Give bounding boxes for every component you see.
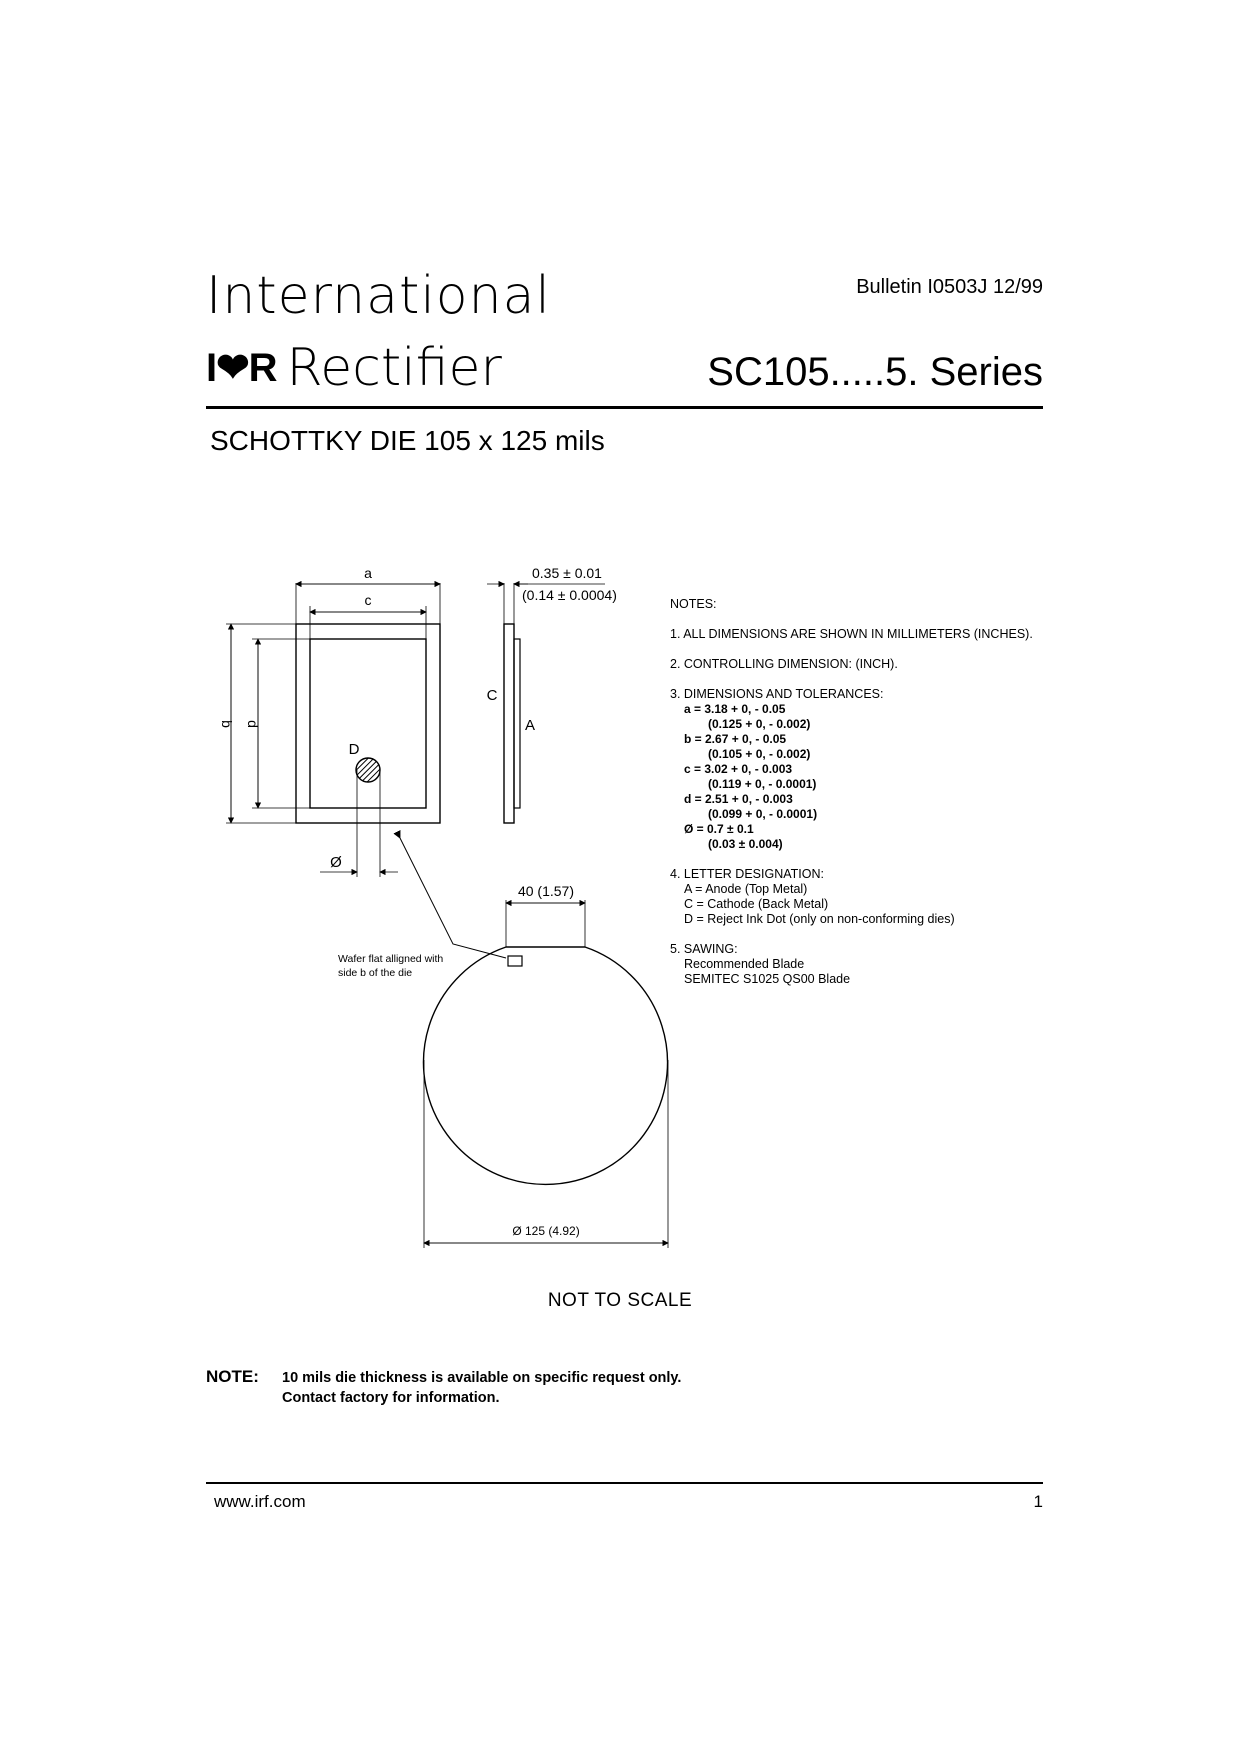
sawing-line-2: SEMITEC S1025 QS00 Blade [684, 972, 851, 986]
notes-heading: NOTES: [670, 597, 717, 611]
tolerance-d-mm: d = 2.51 + 0, - 0.003 [684, 792, 793, 806]
tolerance-c-in: (0.119 + 0, - 0.0001) [708, 777, 817, 791]
wafer-note-line2: side b of the die [338, 967, 413, 979]
tolerance-phi-in: (0.03 ± 0.004) [708, 837, 783, 851]
letter-list [670, 882, 1033, 927]
tolerance-b-mm: b = 2.67 + 0, - 0.05 [684, 732, 787, 746]
dim-label-a: a [364, 565, 372, 581]
letter-c: C = Cathode (Back Metal) [684, 897, 829, 911]
label-phi: Ø [330, 854, 342, 871]
die-side-metal [514, 639, 520, 808]
tolerance-a-in: (0.125 + 0, - 0.002) [708, 717, 811, 731]
note-3: 3. DIMENSIONS AND TOLERANCES: [670, 687, 884, 701]
die-side-view [504, 624, 514, 823]
page-subtitle: SCHOTTKY DIE 105 x 125 mils [210, 425, 605, 456]
sawing-line-1: Recommended Blade [684, 957, 805, 971]
tolerance-d-in: (0.099 + 0, - 0.0001) [708, 807, 818, 821]
label-C: C [486, 687, 498, 704]
bottom-note-line1: 10 mils die thickness is available on specific request only. [282, 1370, 682, 1386]
dim-label-c: c [364, 592, 372, 608]
note-1: 1. ALL DIMENSIONS ARE SHOWN IN MILLIMETERS (INCHES). [670, 627, 1033, 641]
note-4: 4. LETTER DESIGNATION: [670, 867, 824, 881]
die-outline [296, 624, 440, 823]
bulletin-number: Bulletin I0503J 12/99 [856, 276, 1043, 298]
tolerance-list [670, 702, 1033, 852]
tolerance-a-mm: a = 3.18 + 0, - 0.05 [684, 702, 786, 716]
ior-logo-mark: I❤R [206, 346, 277, 390]
wafer-diameter: Ø 125 (4.92) [512, 1224, 580, 1238]
brand-line-international: International [206, 266, 551, 326]
note-2: 2. CONTROLLING DIMENSION: (INCH). [670, 657, 898, 671]
footer-rule [206, 1482, 1043, 1484]
not-to-scale: NOT TO SCALE [547, 1290, 693, 1311]
wafer-note-line1: Wafer flat alligned with [338, 953, 444, 965]
wafer-die-marker [508, 956, 522, 966]
letter-d: D = Reject Ink Dot (only on non-conforming dies) [684, 912, 955, 926]
bottom-note-line2: Contact factory for information. [282, 1390, 500, 1406]
sawing-list [670, 957, 1033, 987]
bottom-note-label: NOTE: [206, 1367, 259, 1386]
page-number: 1 [1033, 1492, 1043, 1511]
thickness-in: (0.14 ± 0.0004) [522, 587, 617, 603]
thickness-mm: 0.35 ± 0.01 [532, 565, 602, 581]
bottom-note-body [282, 1368, 681, 1408]
label-D: D [348, 741, 360, 758]
flat-dimension: 40 (1.57) [517, 883, 575, 899]
tolerance-phi-mm: Ø = 0.7 ± 0.1 [684, 822, 754, 836]
brand-line-rectifier: Rectifier [286, 338, 502, 398]
wafer-outline [423, 947, 667, 1184]
series-title: SC105.....5. Series [707, 350, 1043, 394]
reject-ink-dot [356, 758, 380, 782]
label-A: A [524, 717, 536, 734]
dim-label-d: d [245, 720, 261, 728]
tolerance-b-in: (0.105 + 0, - 0.002) [708, 747, 811, 761]
wafer-flat-leader [400, 838, 506, 958]
note-5: 5. SAWING: [670, 942, 738, 956]
dim-label-b: b [219, 720, 235, 728]
tolerance-c-mm: c = 3.02 + 0, - 0.003 [684, 762, 793, 776]
letter-a: A = Anode (Top Metal) [684, 882, 808, 896]
footer-url[interactable]: www.irf.com [214, 1492, 306, 1511]
notes-block [670, 597, 1033, 987]
